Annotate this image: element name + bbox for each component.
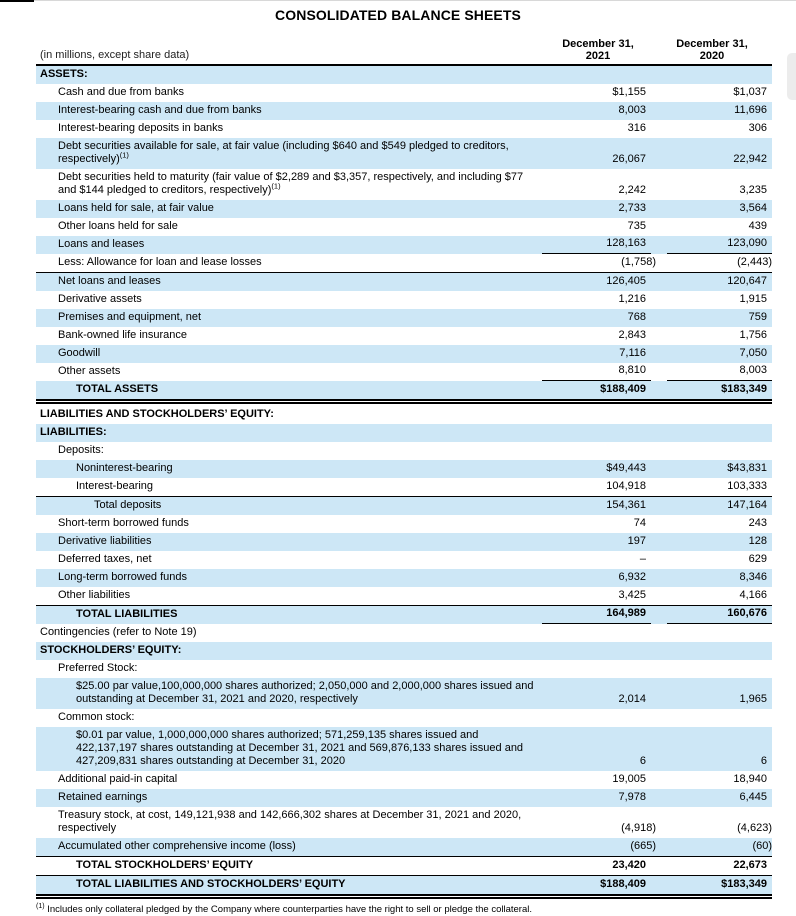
value-2020: (4,623) (737, 822, 772, 834)
column-header-2021 (536, 38, 660, 62)
value-2021: 1,216 (618, 293, 646, 305)
row-label: Loans held for sale, at fair value (58, 202, 214, 214)
table-body (36, 66, 772, 896)
row-label: Interest-bearing (76, 480, 154, 492)
row-label: Debt securities available for sale, at fair value (including $640 and $549 pledged to creditors, respectively) (58, 140, 509, 165)
table-row (36, 460, 772, 478)
row-label: Derivative liabilities (58, 535, 152, 547)
column-header-2020-line1: December 31, (676, 38, 748, 50)
row-label: Derivative assets (58, 293, 142, 305)
row-label: $0.01 par value, 1,000,000,000 shares authorized; 571,259,135 shares issued and 422,137,197 shares outstanding at December 31, 2021 and 569,876,133 shares issued and 427,209,831 shares outstanding at December 31, 2020 (76, 729, 524, 767)
column-header-2021-line1: December 31, (562, 38, 634, 50)
value-2020: 243 (748, 517, 767, 529)
table-row (36, 789, 772, 807)
value-2021: 104,918 (606, 480, 646, 492)
table-row (36, 218, 772, 236)
value-2021: (4,918) (621, 822, 656, 834)
value-2020: 306 (748, 122, 767, 134)
table-row (36, 807, 772, 838)
balance-sheet-table (36, 36, 772, 916)
value-2021 (542, 660, 651, 678)
value-2020: 120,647 (727, 275, 767, 287)
value-2020: 147,164 (727, 499, 767, 511)
value-2021: 7,116 (619, 347, 646, 359)
row-label-cell (36, 478, 542, 496)
value-2021: $188,409 (600, 878, 646, 890)
row-label-cell (36, 876, 542, 894)
value-2020: 160,676 (667, 606, 772, 624)
table-row (36, 406, 772, 424)
value-2021 (542, 406, 651, 424)
value-2020: $183,349 (721, 383, 767, 395)
footnote (36, 901, 772, 916)
value-2020: 123,090 (667, 236, 772, 254)
row-label-cell (36, 218, 542, 236)
value-2021: 126,405 (606, 275, 646, 287)
table-row (36, 727, 772, 771)
value-2020: (2,443) (737, 256, 772, 268)
value-2020 (667, 66, 772, 84)
value-2020: 18,940 (733, 773, 767, 785)
value-2020 (667, 442, 772, 460)
value-2021: 197 (627, 535, 646, 547)
row-label-cell (36, 460, 542, 478)
table-row (36, 309, 772, 327)
row-label: TOTAL LIABILITIES (76, 608, 178, 620)
value-2020: 11,696 (734, 104, 767, 116)
row-label: $25.00 par value,100,000,000 shares authorized; 2,050,000 and 2,000,000 shares issued and outstanding at December 31, 2021 and 2020, respectively (76, 680, 534, 705)
value-2021: 23,420 (612, 859, 646, 871)
value-2020: 128 (748, 535, 767, 547)
value-2021: 2,843 (618, 329, 646, 341)
scrollbar-thumb[interactable] (787, 53, 796, 100)
row-label: Other loans held for sale (58, 220, 178, 232)
row-label-cell (36, 169, 542, 200)
value-2021: 2,014 (618, 693, 646, 705)
row-label-cell (36, 254, 552, 272)
row-label-cell (36, 120, 542, 138)
value-2020: $1,037 (733, 86, 767, 98)
value-2020: 7,050 (739, 347, 767, 359)
row-label: TOTAL LIABILITIES AND STOCKHOLDERS’ EQUITY (76, 878, 346, 890)
row-label-cell (36, 515, 542, 533)
table-row (36, 138, 772, 169)
table-row (36, 533, 772, 551)
value-2020 (667, 709, 772, 727)
row-label-cell (36, 533, 542, 551)
row-label: Less: Allowance for loan and lease losses (58, 256, 262, 268)
value-2020: 8,003 (667, 363, 772, 381)
value-2021: 19,005 (612, 773, 646, 785)
value-2021 (542, 66, 651, 84)
row-label-cell (36, 727, 542, 771)
row-label-cell (36, 406, 542, 424)
table-header (36, 36, 772, 66)
top-left-corner-bar (0, 0, 34, 2)
row-label-cell (36, 200, 542, 218)
page-title: CONSOLIDATED BALANCE SHEETS (275, 7, 521, 23)
value-2021: 26,067 (612, 153, 646, 165)
value-2020: $183,349 (721, 878, 767, 890)
value-2020: 8,346 (739, 571, 767, 583)
row-label: TOTAL ASSETS (76, 383, 159, 395)
column-header-2020 (652, 38, 772, 62)
row-label: Total deposits (94, 499, 162, 511)
row-label-cell (36, 236, 542, 254)
table-row (36, 642, 772, 660)
row-label-cell (36, 709, 542, 727)
value-2020: 22,942 (733, 153, 767, 165)
value-2021: 6,932 (618, 571, 646, 583)
table-row (36, 678, 772, 709)
value-2021: $49,443 (606, 462, 646, 474)
table-row (36, 254, 772, 273)
row-label: Loans and leases (58, 238, 145, 250)
value-2021: 768 (627, 311, 646, 323)
table-row (36, 478, 772, 497)
row-label-cell (36, 678, 542, 709)
row-label-cell (36, 606, 542, 624)
value-2021 (542, 642, 651, 660)
value-2020: 22,673 (733, 859, 767, 871)
value-2021: 316 (627, 122, 646, 134)
table-row (36, 771, 772, 789)
value-2020: 103,333 (727, 480, 767, 492)
row-label: Other assets (58, 365, 121, 377)
row-label: Accumulated other comprehensive income (loss) (58, 840, 296, 852)
value-2021: 2,733 (618, 202, 646, 214)
row-label: Goodwill (58, 347, 101, 359)
table-row (36, 857, 772, 876)
row-label: Retained earnings (58, 791, 148, 803)
table-row (36, 709, 772, 727)
table-row (36, 120, 772, 138)
row-label-cell (36, 551, 542, 569)
value-2020: 4,166 (739, 589, 767, 601)
value-2020: 6 (760, 755, 767, 767)
table-row (36, 102, 772, 120)
table-row (36, 169, 772, 200)
row-label-cell (36, 363, 542, 381)
value-2020 (667, 642, 772, 660)
row-label: Cash and due from banks (58, 86, 184, 98)
row-label: Other liabilities (58, 589, 131, 601)
value-2021: 735 (627, 220, 646, 232)
value-2021: 6 (639, 755, 646, 767)
row-label-cell (36, 381, 542, 399)
value-2021: 2,242 (618, 184, 646, 196)
table-row (36, 606, 772, 624)
table-row (36, 200, 772, 218)
value-2020: 1,756 (739, 329, 767, 341)
value-2021 (542, 624, 651, 642)
row-label: Premises and equipment, net (58, 311, 202, 323)
table-row (36, 660, 772, 678)
row-label: Interest-bearing deposits in banks (58, 122, 224, 134)
row-label-cell (36, 66, 542, 84)
row-label: Interest-bearing cash and due from banks (58, 104, 262, 116)
row-label: LIABILITIES AND STOCKHOLDERS’ EQUITY: (40, 408, 274, 420)
value-2020: 759 (748, 311, 767, 323)
value-2020: 3,235 (739, 184, 767, 196)
table-row (36, 291, 772, 309)
row-label-cell (36, 807, 552, 838)
row-label-cell (36, 273, 542, 291)
value-2021: 8,810 (542, 363, 651, 381)
row-label: ASSETS: (40, 68, 88, 80)
row-label-cell (36, 138, 542, 169)
value-2021: 7,978 (618, 791, 646, 803)
value-2021: 154,361 (606, 499, 646, 511)
value-2020 (667, 624, 772, 642)
row-label-cell (36, 442, 542, 460)
row-label: Contingencies (refer to Note 19) (40, 626, 197, 638)
value-2021: 164,989 (542, 606, 651, 624)
value-2021: 128,163 (542, 236, 651, 254)
value-2021 (542, 442, 651, 460)
table-row (36, 587, 772, 606)
table-row (36, 381, 772, 401)
value-2021 (542, 709, 651, 727)
footnote-ref: (1) (119, 150, 129, 160)
row-label-cell (36, 84, 542, 102)
row-label-cell (36, 327, 542, 345)
row-label-cell (36, 857, 542, 875)
row-label: Noninterest-bearing (76, 462, 173, 474)
row-label: Deferred taxes, net (58, 553, 152, 565)
value-2020: $43,831 (727, 462, 767, 474)
table-row (36, 84, 772, 102)
value-2021: 8,003 (618, 104, 646, 116)
value-2020: 3,564 (739, 202, 767, 214)
row-label: STOCKHOLDERS’ EQUITY: (40, 644, 182, 656)
value-2020: 1,965 (739, 693, 767, 705)
column-header-2020-line2: 2020 (699, 50, 725, 62)
table-row (36, 363, 772, 381)
units-caption: (in millions, except share data) (40, 49, 190, 61)
row-label-cell (36, 291, 542, 309)
row-label-cell (36, 497, 542, 515)
value-2020: 629 (748, 553, 767, 565)
value-2020: (60) (752, 840, 772, 852)
value-2020 (667, 406, 772, 424)
value-2021: (665) (630, 840, 656, 852)
table-row (36, 838, 772, 857)
value-2021: $1,155 (612, 86, 646, 98)
table-row (36, 327, 772, 345)
value-2020: 6,445 (739, 791, 767, 803)
row-label-cell (36, 309, 542, 327)
row-label: Deposits: (58, 444, 104, 456)
row-label: Long-term borrowed funds (58, 571, 188, 583)
row-label: Bank-owned life insurance (58, 329, 188, 341)
value-2021: 74 (633, 517, 646, 529)
footnote-ref: (1) (271, 181, 281, 191)
row-label: Net loans and leases (58, 275, 161, 287)
value-2020 (667, 424, 772, 442)
column-header-2021-line2: 2021 (585, 50, 611, 62)
value-2021: $188,409 (600, 383, 646, 395)
row-label-cell (36, 102, 542, 120)
row-label-cell (36, 838, 552, 856)
row-label-cell (36, 642, 542, 660)
row-label: Treasury stock, at cost, 149,121,938 and 142,666,302 shares at December 31, 2021 and 2020, respectively (58, 809, 522, 834)
value-2021 (542, 424, 651, 442)
value-2021: – (639, 553, 646, 565)
table-row (36, 345, 772, 363)
table-row (36, 442, 772, 460)
value-2020: 439 (748, 220, 767, 232)
table-row (36, 273, 772, 291)
row-label: Debt securities held to maturity (fair value of $2,289 and $3,357, respectively, and including $77 and $144 pledged to creditors, respectively) (58, 171, 524, 196)
table-row (36, 551, 772, 569)
row-label: Additional paid-in capital (58, 773, 178, 785)
table-row (36, 876, 772, 896)
row-label-cell (36, 789, 542, 807)
table-row (36, 515, 772, 533)
value-2020: 1,915 (739, 293, 767, 305)
footnote-text: Includes only collateral pledged by the Company where counterparties have the right to sell or pledge the collateral. (47, 904, 532, 916)
table-row (36, 569, 772, 587)
row-label-cell (36, 660, 542, 678)
table-row (36, 424, 772, 442)
row-label: Short-term borrowed funds (58, 517, 189, 529)
row-label-cell (36, 771, 542, 789)
table-row (36, 236, 772, 254)
value-2020 (667, 660, 772, 678)
footnote-marker: (1) (36, 903, 45, 910)
row-label: LIABILITIES: (40, 426, 107, 438)
top-edge-line (0, 0, 796, 1)
row-label-cell (36, 345, 542, 363)
row-label: Common stock: (58, 711, 135, 723)
row-label-cell (36, 569, 542, 587)
row-label: Preferred Stock: (58, 662, 138, 674)
row-label: TOTAL STOCKHOLDERS’ EQUITY (76, 859, 254, 871)
value-2021: 3,425 (618, 589, 646, 601)
table-row (36, 66, 772, 84)
value-2021: (1,758) (621, 256, 656, 268)
row-label-cell (36, 424, 542, 442)
table-row (36, 497, 772, 515)
table-row (36, 624, 772, 642)
row-label-cell (36, 624, 542, 642)
row-label-cell (36, 587, 542, 605)
